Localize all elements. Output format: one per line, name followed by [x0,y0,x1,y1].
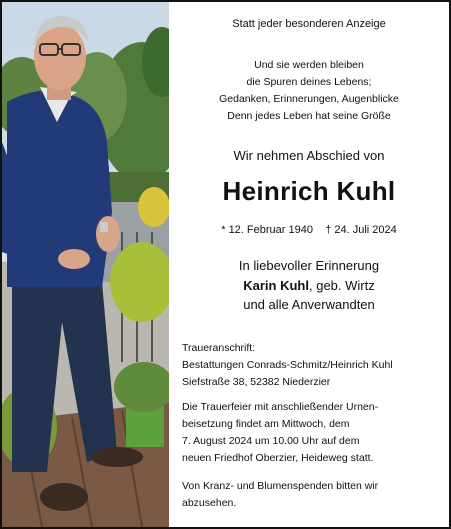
poem-line: Gedanken, Erinnerungen, Augenblicke [219,93,399,105]
ceremony-line: neuen Friedhof Oberzier, Heideweg statt. [182,452,374,464]
donation-line: abzusehen. [182,497,237,509]
ceremony-line: Die Trauerfeier mit anschließender Urnen- [182,401,379,413]
mourner-maiden-name: , geb. Wirtz [308,278,375,293]
life-dates [169,224,449,236]
death-symbol: † [325,224,332,236]
poem-line: Und sie werden bleiben [254,59,364,71]
notice-header: Statt jeder besonderen Anzeige [232,18,386,30]
ceremony-line: 7. August 2024 um 10.00 Uhr auf dem [182,435,360,447]
address-line: Bestattungen Conrads-Schmitz/Heinrich Kuhl [182,359,393,371]
remembrance-text: In liebevoller Erinnerung [238,258,380,273]
notice-text [169,2,449,527]
mourner-line [169,278,449,293]
poem-line: Denn jedes Leben hat seine Größe [227,110,391,122]
address-line: Siefstraße 38, 52382 Niederzier [182,376,331,388]
birth-symbol: * [221,224,226,236]
donation-line: Von Kranz- und Blumenspenden bitten wir [182,480,379,492]
birth-date: 12. Februar 1940 [228,224,313,236]
death-date: 24. Juli 2024 [334,224,397,236]
portrait-photo [2,2,169,527]
ceremony-line: beisetzung findet am Mittwoch, dem [182,418,350,430]
relatives-text: und alle Anverwandten [243,297,375,312]
poem-line: die Spuren deines Lebens; [246,76,372,88]
address-label: Traueranschrift: [182,342,256,354]
farewell-text: Wir nehmen Abschied von [233,148,385,163]
mourner-name: Karin Kuhl [243,278,309,293]
deceased-name: Heinrich Kuhl [222,176,396,206]
